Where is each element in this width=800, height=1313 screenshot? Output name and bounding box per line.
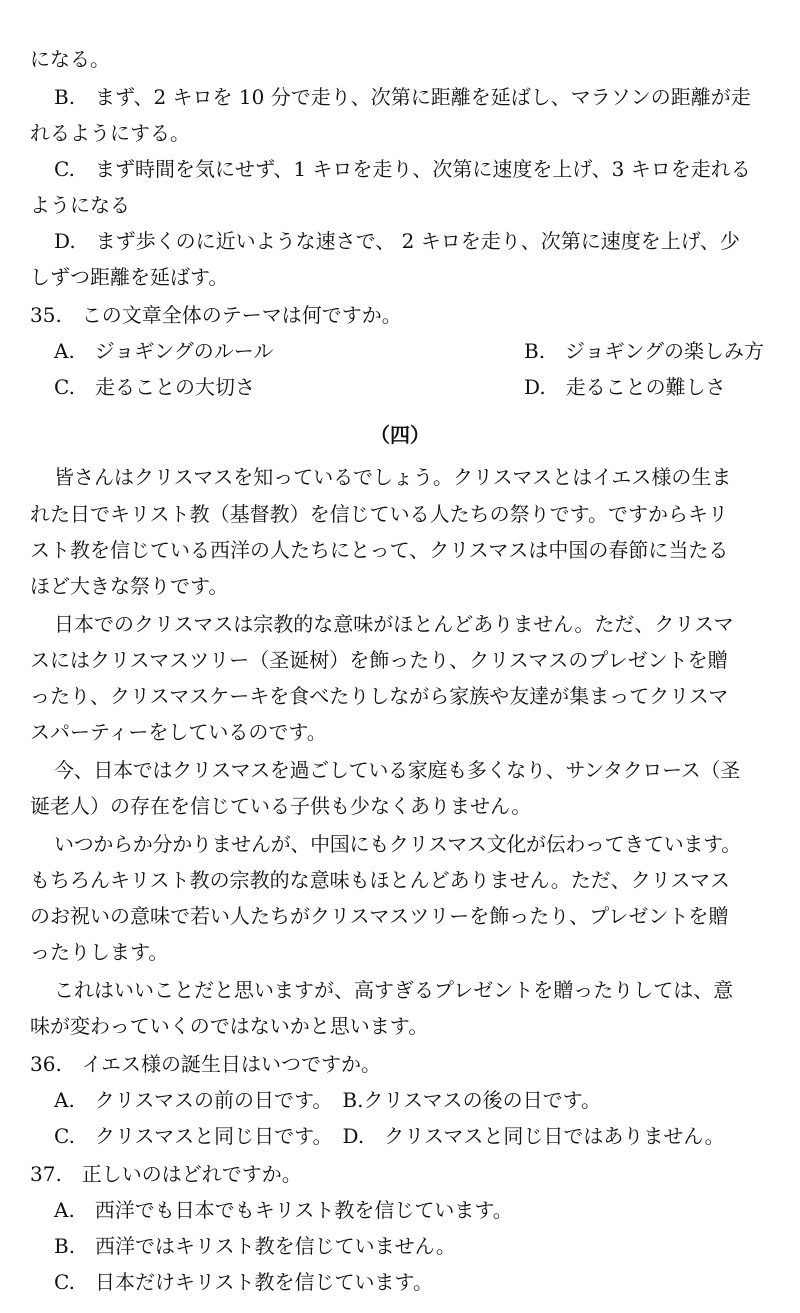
passage-p3-line1: 今、日本ではクリスマスを過ごしている家庭も多くなり、サンタクロース（圣	[54, 758, 740, 782]
passage-p4-line4: ったりします。	[30, 940, 169, 964]
q37-option-b: B. 西洋ではキリスト教を信じていません。	[54, 1234, 456, 1258]
passage-p5-line1: これはいいことだと思いますが、高すぎるプレゼントを贈ったりしては、意	[54, 978, 734, 1002]
q36-question: 36. イエス様の誕生日はいつですか。	[30, 1052, 382, 1076]
q35-option-d: D. 走ることの難しさ	[524, 375, 726, 399]
passage-p5-line2: 味が変わっていくのではないかと思います。	[30, 1014, 429, 1038]
passage-p1-line4: ほど大きな祭りです。	[30, 574, 229, 598]
passage-p1-line2: れた日でキリスト教（基督教）を信じている人たちの祭りです。ですからキリ	[30, 502, 728, 526]
q34-continuation-text: になる。	[30, 47, 110, 71]
q37-option-c: C. 日本だけキリスト教を信じています。	[54, 1270, 433, 1294]
q36-options-cd: C. クリスマスと同じ日です。 D. クリスマスと同じ日ではありません。	[54, 1124, 725, 1148]
passage-p1-line3: スト教を信じている西洋の人たちにとって、クリスマスは中国の春節に当たる	[30, 538, 729, 562]
q35-question: 35. この文章全体のテーマは何ですか。	[30, 303, 402, 327]
passage-p4-line3: のお祝いの意味で若い人たちがクリスマスツリーを飾ったり、プレゼントを贈	[30, 904, 729, 928]
q35-option-b: B. ジョギングの楽しみ方	[524, 339, 765, 363]
q34-option-c-cont: ようになる	[30, 193, 130, 217]
q34-option-d-cont: しずつ距離を延ばす。	[30, 265, 229, 289]
section-heading: （四）	[370, 423, 430, 447]
passage-p2-line2: スにはクリスマスツリー（圣诞树）を飾ったり、クリスマスのプレゼントを贈	[30, 648, 728, 672]
passage-p1-line1: 皆さんはクリスマスを知っているでしょう。クリスマスとはイエス様の生ま	[54, 465, 732, 489]
q36-options-ab: A. クリスマスの前の日です。 B.クリスマスの後の日です。	[54, 1088, 602, 1112]
passage-p2-line1: 日本でのクリスマスは宗教的な意味がほとんどありません。ただ、クリスマ	[54, 612, 734, 636]
q34-option-b: B. まず、2 キロを 10 分で走り、次第に距離を延ばし、マラソンの距離が走	[54, 85, 751, 109]
q37-option-a: A. 西洋でも日本でもキリスト教を信じています。	[54, 1198, 513, 1222]
q34-option-c: C. まず時間を気にせず、1 キロを走り、次第に速度を上げ、3 キロを走れる	[54, 157, 751, 181]
passage-p3-line2: 诞老人）の存在を信じている子供も少なくありません。	[30, 794, 532, 818]
q37-question: 37. 正しいのはどれですか。	[30, 1162, 302, 1186]
passage-p2-line4: スパーティーをしているのです。	[30, 720, 327, 744]
q34-option-b-cont: れるようにする。	[30, 121, 190, 145]
q35-option-c: C. 走ることの大切さ	[54, 375, 255, 399]
q34-option-d: D. まず歩くのに近いような速さで、 2 キロを走り、次第に速度を上げ、少	[54, 229, 740, 253]
passage-p4-line1: いつからか分かりませんが、中国にもクリスマス文化が伝わってきています。	[54, 832, 741, 856]
passage-p2-line3: ったり、クリスマスケーキを食べたりしながら家族や友達が集まってクリスマ	[30, 684, 729, 708]
q35-option-a: A. ジョギングのルール	[54, 339, 274, 363]
passage-p4-line2: もちろんキリスト教の宗教的な意味もほとんどありません。ただ、クリスマス	[30, 868, 730, 892]
